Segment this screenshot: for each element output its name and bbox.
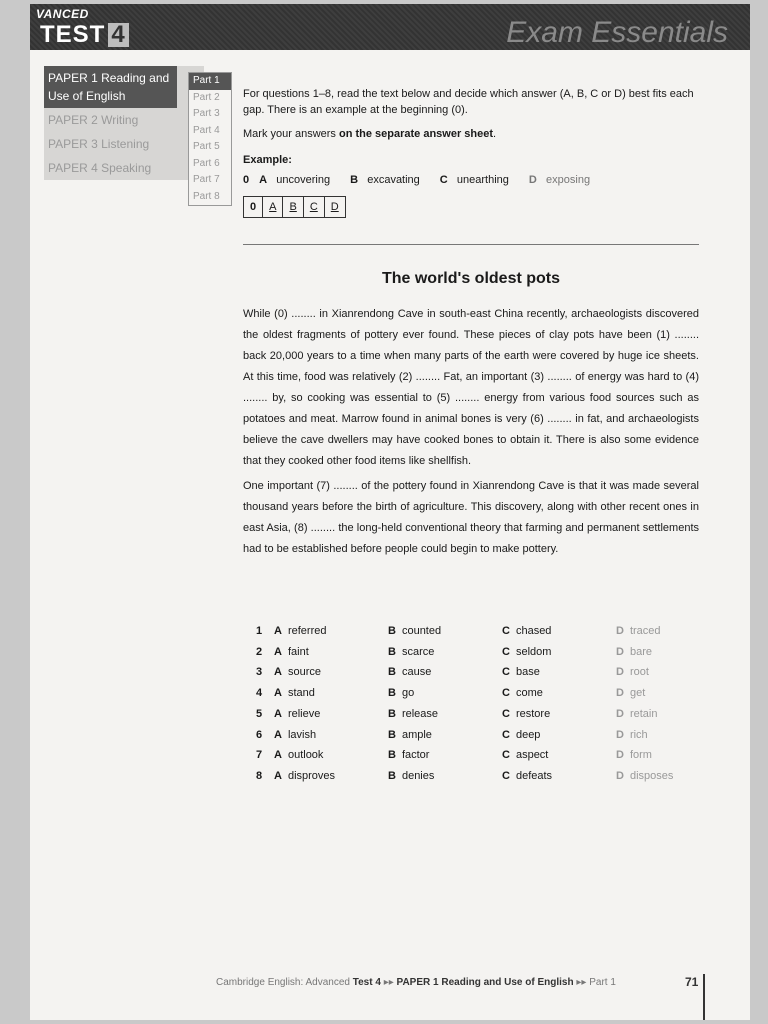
- paper-nav: [44, 66, 177, 180]
- answer-box-a: A: [262, 197, 282, 217]
- page-edge-bar: [703, 974, 705, 1020]
- part-item-1[interactable]: Part 1: [189, 73, 231, 90]
- instructions-text: For questions 1–8, read the text below and decide which answer (A, B, C or D) best fits each gap. There is an example at the beginning (0).: [243, 88, 694, 116]
- footer-sep-1: ▸▸: [383, 977, 394, 988]
- instructions: [243, 86, 699, 218]
- part-item-2[interactable]: Part 2: [193, 91, 220, 103]
- option-row: 4 A stand B go C come D get: [256, 687, 646, 700]
- answer-note-prefix: Mark your answers: [243, 128, 339, 140]
- example-row: [243, 172, 699, 188]
- option-row: 7 A outlook B factor C aspect D form: [256, 749, 652, 762]
- nav-item-paper-3[interactable]: PAPER 3 Listening: [48, 137, 150, 151]
- example-answer-box: [243, 196, 346, 218]
- brand-test-number: 4: [108, 23, 128, 47]
- nav-item-paper-4[interactable]: PAPER 4 Speaking: [48, 161, 152, 175]
- answer-box-0: 0: [250, 201, 257, 213]
- footer-sep-2: ▸▸: [576, 977, 587, 988]
- footer-test: Test 4: [352, 977, 381, 988]
- answer-box-b: B: [282, 197, 302, 217]
- article-text: [243, 304, 699, 564]
- example-option-b: B excavating: [350, 174, 420, 186]
- part-item-5[interactable]: Part 5: [193, 141, 220, 152]
- example-num: 0: [243, 174, 250, 186]
- option-row: 5 A relieve B release C restore D retain: [256, 707, 658, 720]
- example-option-c: C unearthing: [439, 174, 509, 186]
- answer-options: [256, 621, 730, 787]
- answer-box-d: D: [324, 197, 345, 217]
- page: [30, 4, 750, 1020]
- part-item-8[interactable]: Part 8: [193, 190, 220, 202]
- option-row: 1 A referred B counted C chased D traced: [256, 625, 661, 637]
- part-item-4[interactable]: Part 4: [193, 124, 220, 136]
- brand-test-label: TEST: [40, 21, 106, 48]
- footer-paper: PAPER 1 Reading and Use of English: [396, 977, 574, 988]
- footer-prefix: Cambridge English: Advanced: [216, 977, 353, 988]
- part-item-3[interactable]: Part 3: [193, 108, 220, 119]
- header-banner: [30, 4, 750, 50]
- footer-part: Part 1: [589, 977, 616, 988]
- nav-item-paper-1[interactable]: PAPER 1 Reading and Use of English: [44, 66, 177, 108]
- answer-note-bold: on the separate answer sheet: [338, 128, 494, 140]
- nav-item-paper-2[interactable]: PAPER 2 Writing: [48, 113, 139, 127]
- answer-note-suffix: .: [493, 128, 497, 140]
- option-row: 3 A source B cause C base D root: [256, 666, 649, 679]
- option-row: 2 A faint B scarce C seldom D bare: [256, 645, 652, 658]
- option-row: 8 A disproves B denies C defeats D disposes: [256, 769, 674, 782]
- page-number: 71: [685, 975, 699, 989]
- part-item-6[interactable]: Part 6: [193, 157, 220, 169]
- answer-box-c: C: [303, 197, 324, 217]
- divider: [243, 244, 699, 245]
- article-paragraph-1: While (0) ........ in Xianrendong Cave in south-east China recently, archaeologists discovered the oldest fragments of pottery ever found. These pieces of clay pots have been (1) ........ back 20,000 years to a time when many parts of the earth were covered by huge ice sheets. At this time, food was relatively (2) ........ Fat, an important (3) ........ of energy was hard to (4) ........ by, so cooking was essential to (5) ........ energy from various food sources such as potatoes and meat. Marrow found in animal bones is very (6) ........ in fat, and archaeologists believe the cave dwellers may have cooked bones to obtain it. There is also some evidence that they cooked other food items like shellfish.: [243, 308, 699, 467]
- option-row: 6 A lavish B ample C deep D rich: [256, 728, 648, 741]
- article-title: The world's oldest pots: [381, 270, 561, 287]
- part-item-7[interactable]: Part 7: [193, 174, 220, 185]
- example-option-a: A uncovering: [259, 174, 331, 186]
- banner-title: Exam Essentials: [506, 16, 728, 49]
- example-label: Example:: [243, 154, 292, 166]
- footer-breadcrumb: [216, 977, 616, 988]
- answer-sheet-note: [243, 126, 699, 142]
- example-option-d: D exposing: [528, 174, 591, 186]
- article-paragraph-2: One important (7) ........ of the pottery found in Xianrendong Cave is that it was made several thousand years before the birth of agriculture. This discovery, along with other recent ones in east Asia, (8) ........ the long-held conventional theory that farming and permanent settlements had to be established before people could begin to make pottery.: [243, 480, 699, 555]
- brand-test: [40, 21, 129, 49]
- part-nav: [188, 72, 232, 206]
- brand-small: VANCED: [36, 7, 89, 21]
